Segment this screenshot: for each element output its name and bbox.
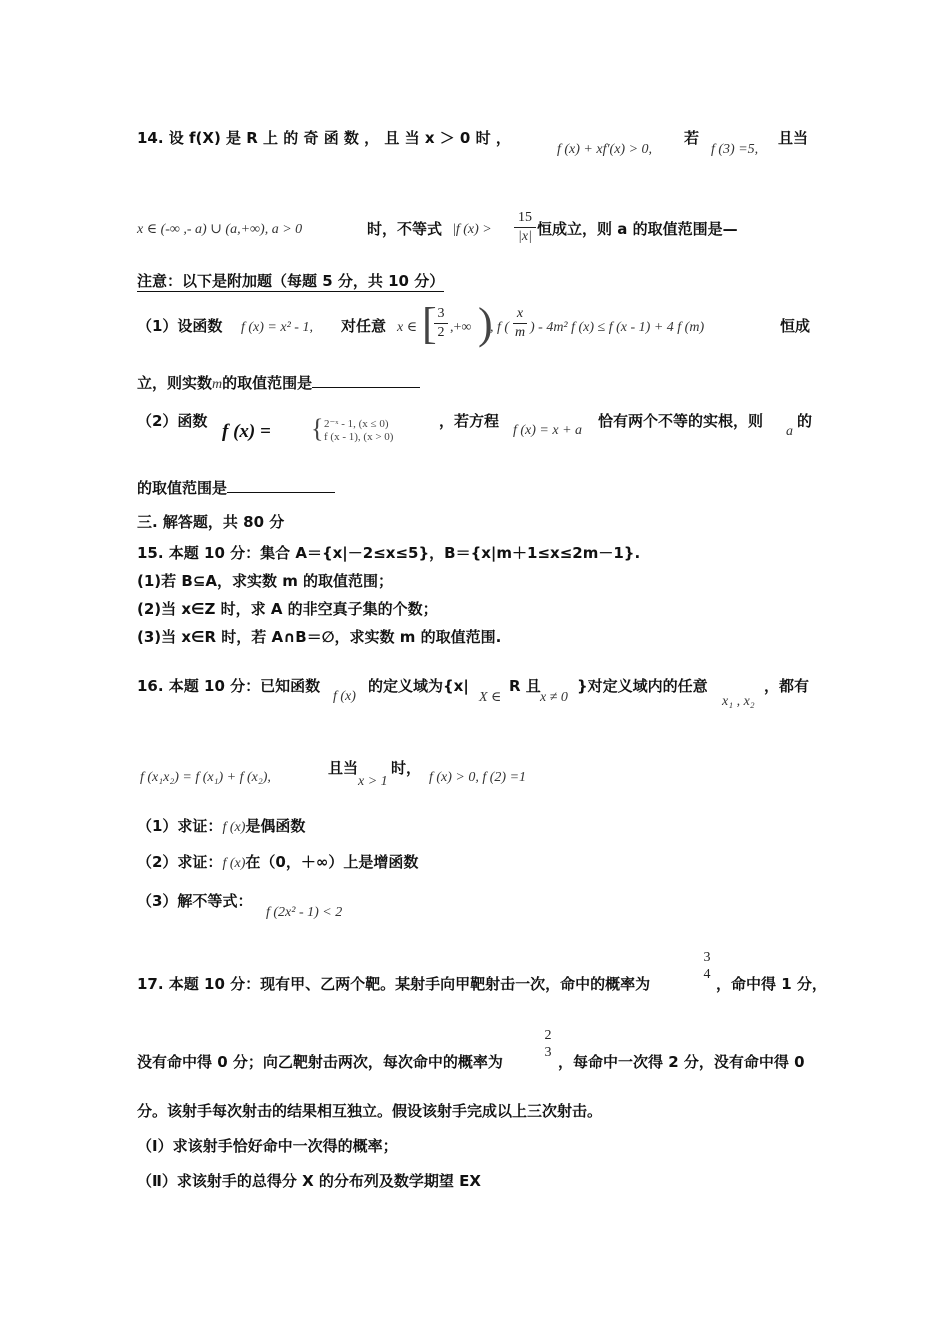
extra2-a: a bbox=[786, 424, 793, 439]
q17-f2-num: 2 bbox=[544, 1028, 552, 1043]
q17-f2-den: 3 bbox=[544, 1045, 552, 1060]
q16-shi: 时， bbox=[391, 759, 422, 777]
q14-line1 bbox=[137, 128, 511, 148]
q16-p2-label: （2）求证： bbox=[137, 853, 223, 871]
q16-r: R 且 bbox=[509, 677, 541, 695]
q14-shi: 时，不等式 bbox=[367, 220, 443, 238]
q16-part2 bbox=[137, 852, 418, 874]
extra1-expr-num: x bbox=[516, 306, 524, 321]
q17-part2: （Ⅱ）求该射手的总得分 X 的分布列及数学期望 EX bbox=[137, 1172, 481, 1190]
q16-xin: X ∈ bbox=[479, 690, 502, 705]
q16-p1-label: （1）求证： bbox=[137, 817, 223, 835]
q16-part3-inequality: f (2x² - 1) < 2 bbox=[266, 905, 343, 920]
extra2-equation: f (x) = x + a bbox=[513, 423, 583, 438]
extra1-answer-blank[interactable] bbox=[312, 371, 420, 388]
q14-fraction bbox=[514, 210, 536, 245]
extra2-line2 bbox=[137, 476, 335, 498]
q16-qiedang: 且当 bbox=[328, 759, 359, 777]
extra1-hold: 恒成 bbox=[780, 317, 811, 335]
left-bracket-icon: [ bbox=[422, 299, 437, 348]
q14-frac-num: 15 bbox=[518, 210, 532, 225]
extra1-expr-b: ) - 4m² f (x) ≤ f (x - 1) + 4 f (m) bbox=[530, 320, 705, 335]
q15-line1: 15. 本题 10 分：集合 A＝{x|－2≤x≤5}，B＝{x|m＋1≤x≤2m－1}. bbox=[137, 544, 641, 562]
q17-f1-num: 3 bbox=[703, 950, 711, 965]
q16-xne0: x ≠ 0 bbox=[540, 690, 568, 705]
q14-domain: x ∈ (-∞ ,- a) ∪ (a,+∞), a > 0 bbox=[137, 222, 303, 237]
extra1-int-num: 3 bbox=[437, 306, 445, 321]
extra1-line2-text: 立，则实数 bbox=[137, 374, 213, 392]
extra1-int-den: 2 bbox=[437, 325, 445, 340]
q17-f1-den: 4 bbox=[703, 967, 711, 982]
q16-any: }对定义域内的任意 bbox=[577, 677, 708, 695]
q17-line1a: 17. 本题 10 分：现有甲、乙两个靶。某射手向甲靶射击一次，命中的概率为 bbox=[137, 975, 651, 993]
q14-ruo: 若 bbox=[684, 129, 700, 147]
q16-condition: f (x) > 0, f (2) =1 bbox=[429, 770, 527, 785]
q16-p1-text: 是偶函数 bbox=[245, 817, 306, 835]
q17-line2b: ，每命中一次得 2 分，没有命中得 0 bbox=[558, 1053, 805, 1071]
extra1-xin: x ∈ bbox=[397, 320, 418, 335]
q14-intro: 14. 设 f(X) 是 R 上 的 奇 函 数 ， 且 当 x ＞ 0 时 ， bbox=[137, 129, 511, 147]
q16-part1 bbox=[137, 816, 305, 838]
section3-heading: 三. 解答题，共 80 分 bbox=[137, 513, 285, 531]
q17-line1b: ，命中得 1 分， bbox=[716, 975, 827, 993]
q16-equation: f (x₁x₂) = f (x₁) + f (x₂), bbox=[140, 770, 271, 785]
q15-part2: (2)当 x∈Z 时，求 A 的非空真子集的个数； bbox=[137, 600, 438, 618]
q16-xgt1: x > 1 bbox=[358, 774, 388, 789]
extra2-case1: 2⁻ˣ - 1, (x ≤ 0) bbox=[324, 418, 389, 430]
extra2-answer-blank[interactable] bbox=[227, 476, 335, 493]
q14-condition-2: f (3) =5, bbox=[711, 142, 759, 157]
extra1-expr-den: m bbox=[514, 325, 526, 340]
left-brace-icon: { bbox=[311, 414, 324, 443]
right-paren-icon: ) bbox=[478, 299, 493, 348]
q16-part3-label: （3）解不等式： bbox=[137, 892, 253, 910]
extra2-lead: （2）函数 bbox=[137, 412, 208, 430]
extra2-line2-text: 的取值范围是 bbox=[137, 479, 228, 497]
q14-ineq-left: |f (x) > bbox=[453, 222, 492, 237]
extra1-interval-fraction bbox=[434, 306, 448, 341]
extra2-case2: f (x - 1), (x > 0) bbox=[324, 431, 394, 443]
extra2-mid: ，若方程 bbox=[439, 412, 500, 430]
extra1-line2 bbox=[137, 371, 420, 395]
extra2-tail: 恰有两个不等的实根，则 bbox=[598, 412, 764, 430]
extra1-expr-a: , f ( bbox=[490, 320, 510, 335]
extra1-lead: （1）设函数 bbox=[137, 317, 223, 335]
q14-frac-den: |x| bbox=[518, 229, 532, 244]
q17-fraction-1 bbox=[700, 950, 714, 983]
q16-fx: f (x) bbox=[333, 689, 356, 704]
q16-x1x2: x₁ , x₂ bbox=[722, 694, 755, 709]
q16-domain-label: 的定义域为{x| bbox=[368, 677, 469, 695]
q14-tail: 恒成立，则 a 的取值范围是— bbox=[537, 220, 738, 238]
q16-p1-fx: f (x) bbox=[222, 820, 246, 835]
extra1-function: f (x) = x² - 1, bbox=[241, 320, 313, 335]
q17-part1: （Ⅰ）求该射手恰好命中一次得的概率； bbox=[137, 1137, 398, 1155]
q17-fraction-2 bbox=[541, 1028, 555, 1061]
extra1-expr-fraction bbox=[513, 306, 527, 341]
q16-douyou: ，都有 bbox=[764, 677, 810, 695]
q17-line3: 分。该射手每次射击的结果相互独立。假设该射手完成以上三次射击。 bbox=[137, 1102, 603, 1120]
extra2-de: 的 bbox=[797, 412, 813, 430]
q17-line2a: 没有命中得 0 分；向乙靶射击两次，每次命中的概率为 bbox=[137, 1053, 503, 1071]
extra-note: 注意：以下是附加题（每题 5 分，共 10 分） bbox=[137, 272, 445, 290]
q16-p2-fx: f (x) bbox=[222, 856, 246, 871]
q15-part3: (3)当 x∈R 时，若 A∩B＝∅，求实数 m 的取值范围. bbox=[137, 628, 502, 646]
q16-intro: 16. 本题 10 分：已知函数 bbox=[137, 677, 321, 695]
q14-qiedang: 且当 bbox=[778, 129, 809, 147]
q16-p2-text: 在（0，＋∞）上是增函数 bbox=[245, 853, 419, 871]
extra2-fx: f (x) = bbox=[222, 421, 271, 442]
extra1-anyx: 对任意 bbox=[341, 317, 387, 335]
q14-condition-1: f (x) + xf′(x) > 0, bbox=[557, 142, 653, 157]
extra1-line2b: 的取值范围是 bbox=[222, 374, 313, 392]
extra1-int-tail: ,+∞ bbox=[450, 320, 472, 335]
q15-part1: (1)若 B⊆A，求实数 m 的取值范围； bbox=[137, 572, 394, 590]
extra1-m: m bbox=[212, 377, 223, 392]
